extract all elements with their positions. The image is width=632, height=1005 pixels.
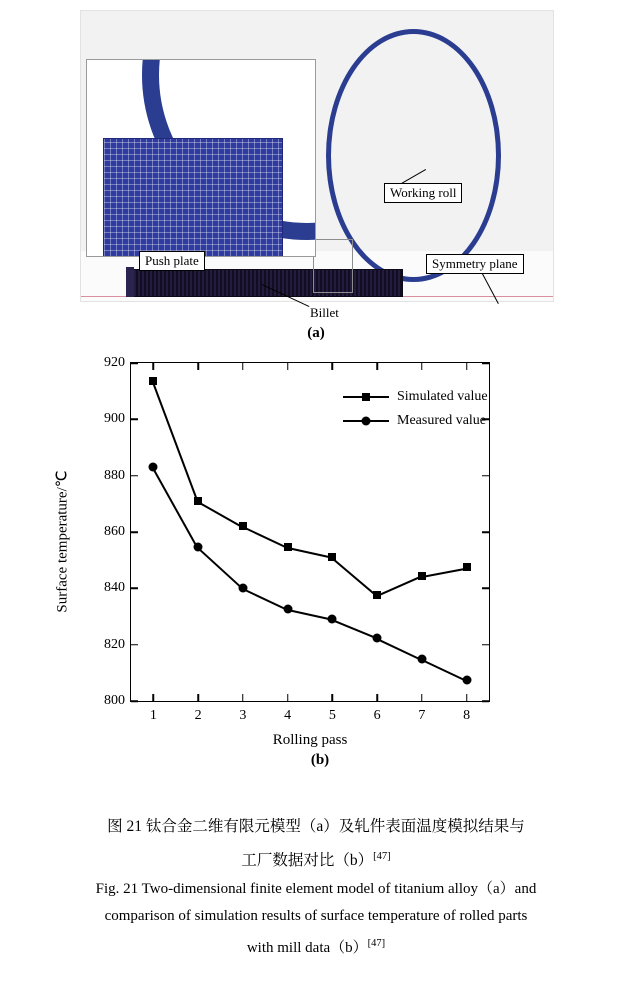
x-tick-label: 2 <box>194 708 202 723</box>
x-tick-mark-top <box>153 363 155 370</box>
y-tick-mark <box>131 362 138 364</box>
chart-data-point <box>283 605 292 614</box>
x-tick-label: 7 <box>418 708 426 723</box>
y-tick-label: 880 <box>104 467 125 483</box>
x-tick-mark <box>376 694 378 701</box>
legend-label-measured: Measured value <box>397 413 487 428</box>
chart-data-point <box>417 654 426 663</box>
y-tick-mark <box>131 419 138 421</box>
legend-line-simulated <box>343 396 389 398</box>
x-tick-mark-top <box>376 363 378 370</box>
chart-line-segment <box>377 638 422 661</box>
chart-data-point <box>149 377 157 385</box>
y-tick-label: 860 <box>104 524 125 539</box>
y-tick-mark <box>131 588 138 590</box>
chart-data-point <box>462 675 471 684</box>
push-plate-label: Push plate <box>139 251 205 271</box>
x-tick-mark-top <box>466 363 468 370</box>
chart-line-segment <box>153 468 199 549</box>
x-tick-label: 3 <box>239 708 247 723</box>
caption-cn-superscript: [47] <box>373 851 391 862</box>
y-tick-mark-right <box>482 475 489 477</box>
chart-data-point <box>194 543 203 552</box>
working-roll-label: Working roll <box>384 183 462 203</box>
billet-bar <box>129 269 403 297</box>
chart-line-segment <box>153 382 199 502</box>
x-tick-mark <box>332 694 334 701</box>
chart-data-point <box>373 591 381 599</box>
y-tick-label: 840 <box>104 580 125 596</box>
figure-a-panel <box>80 10 554 302</box>
x-tick-mark-top <box>421 363 423 370</box>
y-tick-label: 900 <box>104 411 125 427</box>
chart-data-point <box>328 615 337 624</box>
y-tick-mark-right <box>482 700 489 702</box>
figure-a-panel-label: (a) <box>307 325 325 341</box>
caption-cn-line2: 工厂数据对比（b） <box>241 852 374 870</box>
caption-en-line2: comparison of simulation results of surface temperature of rolled parts <box>104 908 528 925</box>
chart-line-segment <box>377 576 422 597</box>
x-tick-label: 1 <box>149 708 157 723</box>
x-tick-mark <box>242 694 244 701</box>
chart-line-segment <box>243 588 288 611</box>
chart-data-point <box>418 572 426 580</box>
figure-b <box>54 352 570 792</box>
legend-label-simulated: Simulated value <box>397 389 488 404</box>
billet-label: Billet <box>310 305 339 320</box>
chart-line-segment <box>198 501 244 528</box>
chart-line-segment <box>287 548 332 559</box>
figure-a <box>80 10 552 341</box>
caption-en-line3: with mill data（b） <box>246 940 368 957</box>
legend-item-simulated <box>343 385 488 409</box>
zoom-inset-panel <box>86 59 316 257</box>
y-tick-mark <box>131 700 138 702</box>
caption-en-line1: Fig. 21 Two-dimensional finite element model of titanium alloy（a）and <box>95 881 537 898</box>
y-tick-mark-right <box>482 531 489 533</box>
chart-data-point <box>194 497 202 505</box>
x-tick-mark <box>421 694 423 701</box>
symmetry-plane-label: Symmetry plane <box>426 254 524 274</box>
chart-line-segment <box>332 558 378 597</box>
chart-legend <box>343 385 488 433</box>
chart-line-segment <box>198 548 244 590</box>
x-tick-mark-top <box>242 363 244 370</box>
chart-line-segment <box>287 609 332 620</box>
chart-data-point <box>284 543 292 551</box>
y-tick-label: 820 <box>104 636 125 652</box>
y-tick-mark <box>131 531 138 533</box>
chart-data-point <box>238 584 247 593</box>
chart-data-point <box>149 463 158 472</box>
chart-line-segment <box>422 659 467 682</box>
inset-billet-mesh <box>103 138 283 257</box>
chart-x-axis-title: Rolling pass <box>272 732 348 748</box>
figure-b-panel-label: (b) <box>310 752 330 768</box>
chart-data-point <box>239 522 247 530</box>
figure-caption-block <box>16 812 616 962</box>
circle-marker-icon <box>362 417 371 426</box>
y-tick-mark-right <box>482 644 489 646</box>
x-tick-mark <box>197 694 199 701</box>
square-marker-icon <box>362 393 370 401</box>
y-tick-mark <box>131 644 138 646</box>
x-tick-mark <box>153 694 155 701</box>
x-tick-label: 4 <box>284 708 292 723</box>
legend-item-measured <box>343 409 488 433</box>
x-tick-label: 5 <box>328 708 336 723</box>
chart-line-segment <box>332 619 377 639</box>
chart-data-point <box>463 563 471 571</box>
x-tick-mark <box>287 694 289 701</box>
legend-line-measured <box>343 420 389 422</box>
caption-cn-line2-wrap <box>16 842 616 876</box>
y-tick-mark-right <box>482 362 489 364</box>
caption-cn-line1: 图 21 钛合金二维有限元模型（a）及轧件表面温度模拟结果与 <box>107 818 525 835</box>
x-tick-mark <box>466 694 468 701</box>
y-tick-label: 920 <box>104 355 125 370</box>
y-tick-label: 800 <box>104 693 125 708</box>
chart-data-point <box>373 633 382 642</box>
push-plate-block <box>126 267 134 297</box>
chart-y-axis-title: Surface temperature/℃ <box>54 470 71 613</box>
caption-en-line3-wrap <box>16 930 616 962</box>
y-tick-mark-right <box>482 588 489 590</box>
x-tick-mark-top <box>287 363 289 370</box>
chart-plot-frame <box>104 355 490 723</box>
x-tick-mark-top <box>332 363 334 370</box>
zoom-region-box <box>313 239 353 293</box>
x-tick-label: 8 <box>463 708 471 723</box>
caption-en-superscript: [47] <box>367 938 386 950</box>
chart-data-point <box>328 553 336 561</box>
chart-line-segment <box>243 526 288 549</box>
y-tick-mark <box>131 475 138 477</box>
chart-line-segment <box>422 567 467 577</box>
x-tick-label: 6 <box>373 708 381 723</box>
x-tick-mark-top <box>197 363 199 370</box>
